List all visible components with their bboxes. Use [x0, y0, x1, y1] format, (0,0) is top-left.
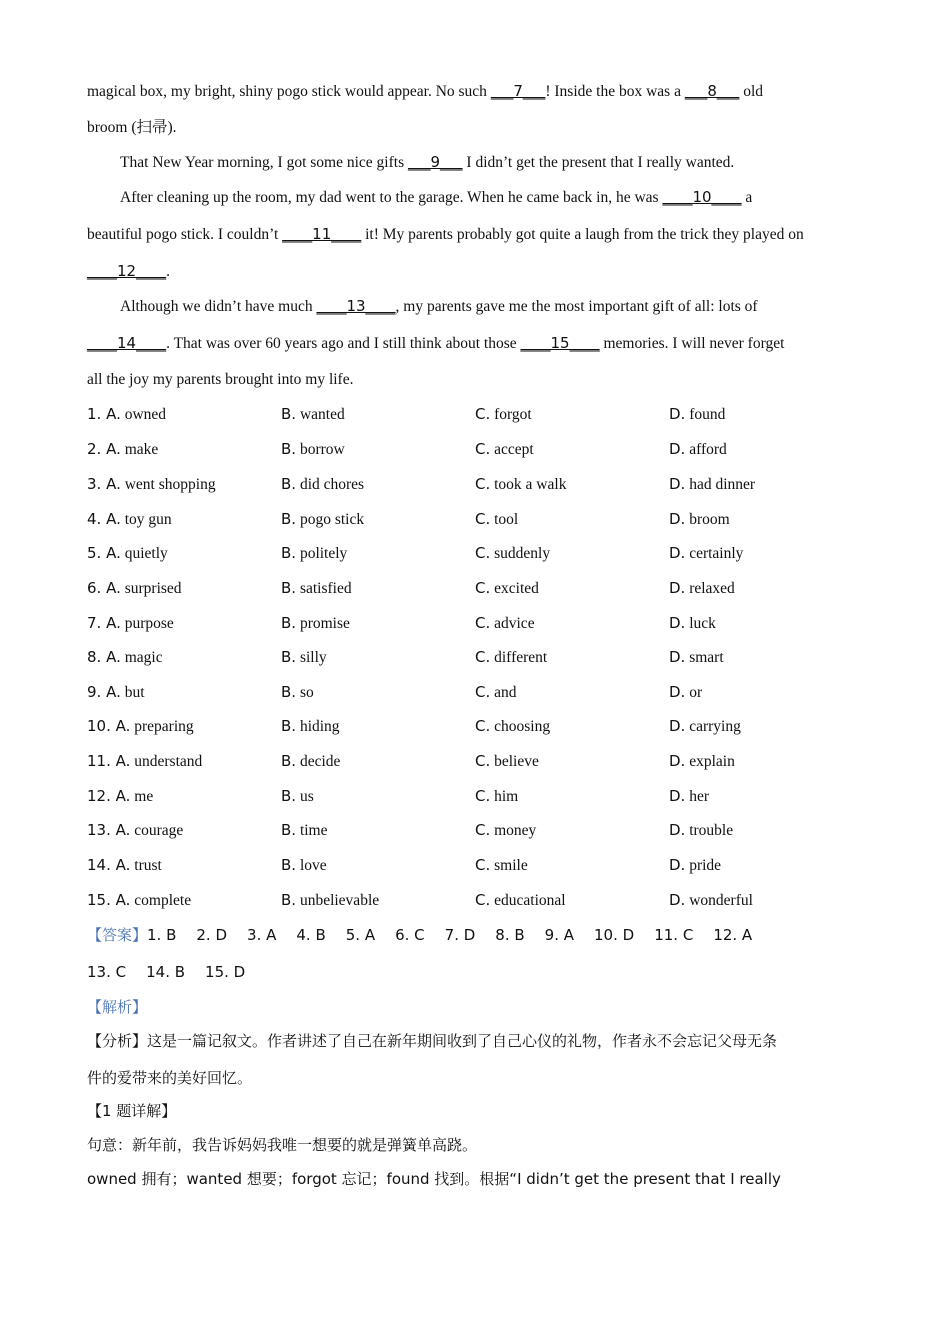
option-label: C.	[475, 717, 491, 735]
passage-line-9	[87, 370, 877, 390]
blank-10: ____10____	[662, 188, 742, 206]
answer-item: 6. C	[395, 926, 425, 944]
passage-line-3	[120, 152, 880, 173]
answer-tag: 【答案】	[87, 926, 148, 944]
question-number: 5. A.	[87, 544, 121, 562]
option-c: and	[494, 684, 517, 701]
option-c: excited	[494, 580, 539, 597]
option-label: C.	[475, 510, 491, 528]
option-b: time	[299, 822, 328, 839]
option-b: wanted	[299, 406, 345, 423]
option-a: understand	[134, 753, 203, 770]
question-row	[87, 716, 887, 738]
passage-text: That New Year morning, I got some nice gifts	[120, 154, 408, 171]
option-c: took a walk	[494, 476, 567, 493]
option-label: B.	[281, 475, 297, 493]
option-d: pride	[689, 857, 722, 874]
option-label: B.	[281, 579, 297, 597]
option-label: C.	[475, 648, 491, 666]
option-b: decide	[299, 753, 341, 770]
passage-text: magical box, my bright, shiny pogo stick would appear. No such	[87, 83, 491, 100]
passage-line-2	[87, 118, 877, 138]
blank-8: ___8___	[684, 82, 740, 100]
option-a: toy gun	[124, 511, 172, 528]
option-label: D.	[669, 717, 686, 735]
option-a: but	[124, 684, 145, 701]
answer-item: 13. C	[87, 963, 127, 981]
question-number: 8. A.	[87, 648, 121, 666]
passage-text: it! My parents probably got quite a laugh from the trick they played on	[361, 226, 804, 243]
passage-text: old	[739, 83, 764, 100]
answer-item: 1. B	[147, 926, 177, 944]
option-label: D.	[669, 440, 686, 458]
question-row	[87, 786, 887, 808]
option-d: carrying	[689, 718, 741, 735]
option-label: B.	[281, 856, 297, 874]
option-d: or	[689, 684, 703, 701]
option-label: D.	[669, 614, 686, 632]
option-c: advice	[494, 615, 535, 632]
blank-7: ___7___	[490, 82, 546, 100]
option-b: did chores	[299, 476, 365, 493]
option-label: C.	[475, 856, 491, 874]
option-label: B.	[281, 683, 297, 701]
question-number: 4. A.	[87, 510, 121, 528]
option-c: tool	[494, 511, 519, 528]
option-label: B.	[281, 648, 297, 666]
option-c: different	[494, 649, 548, 666]
question-row	[87, 890, 887, 912]
option-label: D.	[669, 683, 686, 701]
option-label: B.	[281, 440, 297, 458]
option-b: us	[299, 788, 314, 805]
blank-11: ____11____	[282, 225, 362, 243]
option-label: B.	[281, 717, 297, 735]
option-label: C.	[475, 891, 491, 909]
answer-item: 8. B	[495, 926, 525, 944]
question-number: 3. A.	[87, 475, 121, 493]
question-number: 7. A.	[87, 614, 121, 632]
option-label: C.	[475, 405, 491, 423]
answer-item: 11. C	[654, 926, 694, 944]
question-row	[87, 647, 887, 669]
blank-9: ___9___	[408, 153, 463, 171]
question-row	[87, 855, 887, 877]
option-a: me	[134, 788, 154, 805]
answer-item: 9. A	[544, 926, 575, 944]
option-label: B.	[281, 821, 297, 839]
question-row	[87, 820, 887, 842]
question-number: 15. A.	[87, 891, 131, 909]
sentence-meaning: 句意：新年前，我告诉妈妈我唯一想要的就是弹簧单高跷。	[87, 1136, 478, 1154]
option-d: had dinner	[689, 476, 756, 493]
question-number: 11. A.	[87, 752, 131, 770]
option-a: courage	[134, 822, 184, 839]
passage-line-6	[87, 261, 877, 282]
question-row	[87, 474, 887, 496]
option-label: C.	[475, 821, 491, 839]
option-d: broom	[689, 511, 730, 528]
option-a: purpose	[124, 615, 174, 632]
answer-item: 14. B	[146, 963, 186, 981]
option-a: magic	[124, 649, 163, 666]
option-label: C.	[475, 683, 491, 701]
blank-13: ____13____	[316, 297, 396, 315]
passage-text: .	[166, 263, 170, 280]
option-a: owned	[124, 406, 167, 423]
option-a: trust	[134, 857, 162, 874]
option-b: satisfied	[299, 580, 352, 597]
option-a: preparing	[134, 718, 194, 735]
question-row	[87, 439, 887, 461]
question-number: 12. A.	[87, 787, 131, 805]
option-label: D.	[669, 787, 686, 805]
answer-item: 10. D	[594, 926, 635, 944]
option-d: afford	[689, 441, 727, 458]
question-number: 2. A.	[87, 440, 121, 458]
option-d: wonderful	[689, 892, 753, 909]
answer-row-2	[87, 962, 245, 982]
answer-item: 7. D	[444, 926, 476, 944]
option-d: found	[689, 406, 726, 423]
analysis-summary-line-1: 【分析】这是一篇记叙文。作者讲述了自己在新年期间收到了自己心仪的礼物，作者永不会忘记父母无条	[87, 1032, 778, 1050]
option-b: politely	[299, 545, 348, 562]
passage-text: I didn’t get the present that I really wanted.	[462, 154, 735, 171]
option-label: C.	[475, 440, 491, 458]
analysis-tag: 【解析】	[87, 998, 148, 1016]
question-row	[87, 543, 887, 565]
analysis-summary-line-2: 件的爱带来的美好回忆。	[87, 1069, 253, 1087]
option-label: D.	[669, 752, 686, 770]
option-label: D.	[669, 544, 686, 562]
blank-14: ____14____	[87, 334, 167, 352]
passage-text: all the joy my parents brought into my life.	[87, 371, 354, 388]
option-b: so	[299, 684, 314, 701]
question-row	[87, 613, 887, 635]
passage-line-1	[87, 81, 877, 102]
option-a: went shopping	[124, 476, 216, 493]
question-row	[87, 751, 887, 773]
option-label: B.	[281, 614, 297, 632]
option-a: quietly	[124, 545, 168, 562]
passage-line-5	[87, 224, 877, 245]
option-b: love	[299, 857, 327, 874]
option-c: educational	[494, 892, 566, 909]
option-b: promise	[299, 615, 350, 632]
option-c: forgot	[494, 406, 532, 423]
option-d: explain	[689, 753, 735, 770]
word-explanation: owned 拥有；wanted 想要；forgot 忘记；found 找到。根据“I didn’t get the present that I really	[87, 1170, 781, 1188]
option-c: him	[494, 788, 519, 805]
question-number: 10. A.	[87, 717, 131, 735]
option-b: borrow	[299, 441, 345, 458]
question-number: 1. A.	[87, 405, 121, 423]
question-row	[87, 404, 887, 426]
option-c: believe	[494, 753, 539, 770]
option-label: C.	[475, 614, 491, 632]
option-b: silly	[299, 649, 327, 666]
passage-text: After cleaning up the room, my dad went to the garage. When he came back in, he was	[120, 189, 663, 206]
option-label: D.	[669, 405, 686, 423]
passage-line-7	[120, 296, 880, 317]
passage-text: Although we didn’t have much	[120, 298, 317, 315]
option-d: luck	[689, 615, 716, 632]
option-c: accept	[494, 441, 534, 458]
option-c: smile	[494, 857, 528, 874]
option-c: choosing	[494, 718, 551, 735]
option-label: D.	[669, 475, 686, 493]
option-c: suddenly	[494, 545, 551, 562]
passage-text: beautiful pogo stick. I couldn’t	[87, 226, 283, 243]
question-number: 6. A.	[87, 579, 121, 597]
option-d: relaxed	[689, 580, 735, 597]
option-label: B.	[281, 544, 297, 562]
option-a: complete	[134, 892, 192, 909]
detail-heading: 【1 题详解】	[87, 1102, 177, 1120]
passage-text: memories. I will never forget	[599, 335, 785, 352]
option-label: D.	[669, 579, 686, 597]
answer-item: 2. D	[196, 926, 228, 944]
option-label: B.	[281, 891, 297, 909]
question-number: 14. A.	[87, 856, 131, 874]
question-row	[87, 509, 887, 531]
passage-text: a	[741, 189, 753, 206]
blank-15: ____15____	[520, 334, 600, 352]
answer-item: 15. D	[205, 963, 246, 981]
passage-text: ! Inside the box was a	[545, 83, 685, 100]
option-label: C.	[475, 579, 491, 597]
option-d: trouble	[689, 822, 734, 839]
option-label: B.	[281, 405, 297, 423]
question-number: 9. A.	[87, 683, 121, 701]
option-c: money	[494, 822, 537, 839]
passage-text: , my parents gave me the most important gift of all: lots of	[395, 298, 758, 315]
option-a: make	[124, 441, 159, 458]
option-label: D.	[669, 891, 686, 909]
option-d: smart	[689, 649, 724, 666]
option-d: her	[689, 788, 709, 805]
answer-item: 3. A	[247, 926, 277, 944]
option-label: B.	[281, 510, 297, 528]
passage-text: broom (扫帚).	[87, 119, 177, 136]
option-b: hiding	[299, 718, 340, 735]
question-number: 13. A.	[87, 821, 131, 839]
option-label: D.	[669, 821, 686, 839]
option-label: B.	[281, 787, 297, 805]
option-b: unbelievable	[299, 892, 380, 909]
question-row	[87, 682, 887, 704]
option-label: C.	[475, 475, 491, 493]
passage-line-4	[120, 187, 880, 208]
option-d: certainly	[689, 545, 744, 562]
blank-12: ____12____	[87, 262, 167, 280]
option-label: C.	[475, 544, 491, 562]
option-label: C.	[475, 787, 491, 805]
passage-text: . That was over 60 years ago and I still think about those	[166, 335, 521, 352]
option-label: C.	[475, 752, 491, 770]
option-label: D.	[669, 856, 686, 874]
answer-item: 4. B	[296, 926, 326, 944]
option-label: D.	[669, 510, 686, 528]
answer-item: 12. A	[713, 926, 753, 944]
option-label: B.	[281, 752, 297, 770]
option-b: pogo stick	[299, 511, 365, 528]
passage-line-8	[87, 333, 877, 354]
question-row	[87, 578, 887, 600]
option-a: surprised	[124, 580, 182, 597]
option-label: D.	[669, 648, 686, 666]
answer-item: 5. A	[345, 926, 376, 944]
answer-row-1	[87, 925, 752, 945]
